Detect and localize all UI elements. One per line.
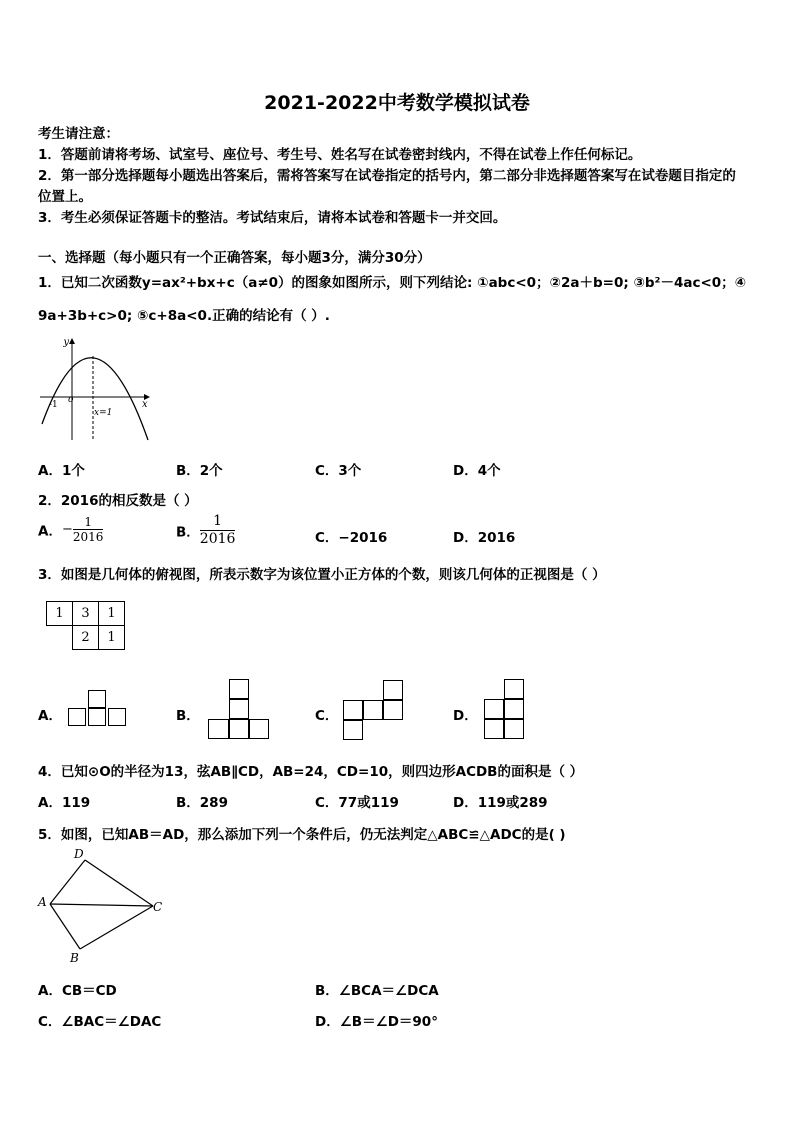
notice-item-1: 1．答题前请将考场、试室号、座位号、考生号、姓名写在试卷密封线内，不得在试卷上作任何标记。 (38, 147, 642, 163)
q3-option-c-label[interactable]: C． (315, 708, 339, 724)
q5-option-b[interactable]: B．∠BCA＝∠DCA (315, 983, 439, 999)
cube-square (363, 700, 383, 720)
parabola-curve (42, 358, 148, 440)
segment-ac (50, 904, 153, 906)
point-d-label: D (74, 847, 84, 861)
q1-option-c[interactable]: C．3个 (315, 463, 362, 479)
q2-option-d[interactable]: D．2016 (453, 530, 516, 546)
q1-text-line1: 1．已知二次函数y=ax²+bx+c（a≠0）的图象如图所示，则下列结论: ①abc<0；②2a＋b=0; ③b²－4ac<0；④ (38, 275, 747, 291)
y-label: y (63, 337, 69, 348)
cube-square (343, 720, 363, 740)
q5-kite-diagram (36, 845, 171, 967)
q1-option-a[interactable]: A．1个 (38, 463, 85, 479)
q2-option-a[interactable] (38, 515, 103, 544)
cube-square (484, 699, 504, 719)
q2-option-b-prefix: B． (176, 524, 200, 541)
q2-a-denominator: 2016 (72, 530, 104, 544)
q2-a-numerator: 1 (73, 515, 104, 530)
q2-option-b[interactable] (176, 513, 235, 548)
point-a-label: A (38, 895, 47, 909)
notice-item-2: 2．第一部分选择题每小题选出答案后，需将答案写在试卷指定的括号内，第二部分非选择题答案写在试卷题目指定的 (38, 168, 736, 184)
q4-option-d[interactable]: D．119或289 (453, 795, 548, 811)
cube-square (229, 719, 249, 739)
q3-option-a-label[interactable]: A． (38, 708, 62, 724)
cube-square (504, 679, 524, 699)
q4-option-a[interactable]: A．119 (38, 795, 91, 811)
y-axis-arrow (69, 338, 75, 344)
q4-option-c[interactable]: C．77或119 (315, 795, 399, 811)
q3-option-b-figure[interactable] (208, 679, 270, 741)
notice-item-2-cont: 位置上。 (38, 189, 92, 205)
q1-option-b[interactable]: B．2个 (176, 463, 223, 479)
q2-text: 2．2016的相反数是（ ） (38, 493, 198, 509)
grid-cell: 1 (47, 602, 73, 626)
q5-text: 5．如图，已知AB＝AD，那么添加下列一个条件后，仍无法判定△ABC≌△ADC的是( ) (38, 827, 566, 843)
q2-option-c[interactable]: C．−2016 (315, 530, 388, 546)
q3-option-b-label[interactable]: B． (176, 708, 200, 724)
q4-text: 4．已知⊙O的半径为13，弦AB∥CD，AB=24，CD=10，则四边形ACDB的面积是（ ） (38, 764, 584, 780)
q1-parabola-graph (38, 336, 153, 444)
segment-bc (80, 906, 153, 949)
cube-square (504, 719, 524, 739)
q3-option-c-figure[interactable] (343, 680, 405, 742)
cube-square (343, 700, 363, 720)
grid-cell: 1 (99, 602, 125, 626)
segment-ab (50, 904, 80, 949)
origin-label: o (68, 395, 74, 405)
q5-option-c[interactable]: C．∠BAC＝∠DAC (38, 1014, 162, 1030)
cube-square (68, 708, 86, 726)
q5-option-a[interactable]: A．CB＝CD (38, 983, 117, 999)
cube-square (383, 680, 403, 700)
neg-one-label: -1 (49, 400, 58, 410)
cube-square (504, 699, 524, 719)
cube-square (88, 690, 106, 708)
cube-square (249, 719, 269, 739)
cube-square (484, 719, 504, 739)
q3-text: 3．如图是几何体的俯视图，所表示数字为该位置小正方体的个数，则该几何体的正视图是（ ） (38, 567, 606, 583)
q1-text-line2: 9a+3b+c>0; ⑤c+8a<0.正确的结论有（ ）. (38, 308, 330, 324)
q3-option-d-figure[interactable] (484, 679, 526, 741)
cube-square (88, 708, 106, 726)
cube-square (208, 719, 229, 739)
q5-option-d[interactable]: D．∠B＝∠D＝90° (315, 1014, 438, 1030)
q1-option-d[interactable]: D．4个 (453, 463, 501, 479)
grid-cell: 2 (73, 626, 99, 650)
notice-item-3: 3．考生必须保证答题卡的整洁。考试结束后，请将本试卷和答题卡一并交回。 (38, 210, 507, 226)
cube-square (383, 700, 403, 720)
notice-heading: 考生请注意： (38, 126, 119, 142)
q2-option-a-fraction (73, 515, 104, 544)
q2-option-a-sign: − (61, 522, 73, 537)
cube-square (108, 708, 126, 726)
point-c-label: C (153, 900, 163, 914)
cube-square (229, 679, 249, 699)
segment-ad (50, 860, 85, 904)
q3-top-view-grid (46, 601, 125, 650)
q3-option-a-figure[interactable] (68, 690, 128, 732)
cube-square (229, 699, 249, 719)
q3-option-d-label[interactable]: D． (453, 708, 478, 724)
q2-option-a-prefix: A． (38, 523, 62, 540)
q2-b-numerator: 1 (200, 513, 236, 531)
x-label: x (142, 399, 148, 410)
q2-b-denominator: 2016 (199, 531, 236, 547)
grid-cell: 1 (99, 626, 125, 650)
grid-cell: 3 (73, 602, 99, 626)
grid-cell-empty (47, 626, 73, 650)
section-heading: 一、选择题（每小题只有一个正确答案，每小题3分，满分30分） (38, 250, 431, 266)
point-b-label: B (70, 951, 79, 965)
q2-option-b-fraction (200, 513, 236, 548)
segment-dc (85, 860, 153, 906)
symmetry-axis-label: x=1 (94, 408, 113, 418)
q4-option-b[interactable]: B．289 (176, 795, 228, 811)
page-title: 2021-2022中考数学模拟试卷 (264, 92, 530, 114)
